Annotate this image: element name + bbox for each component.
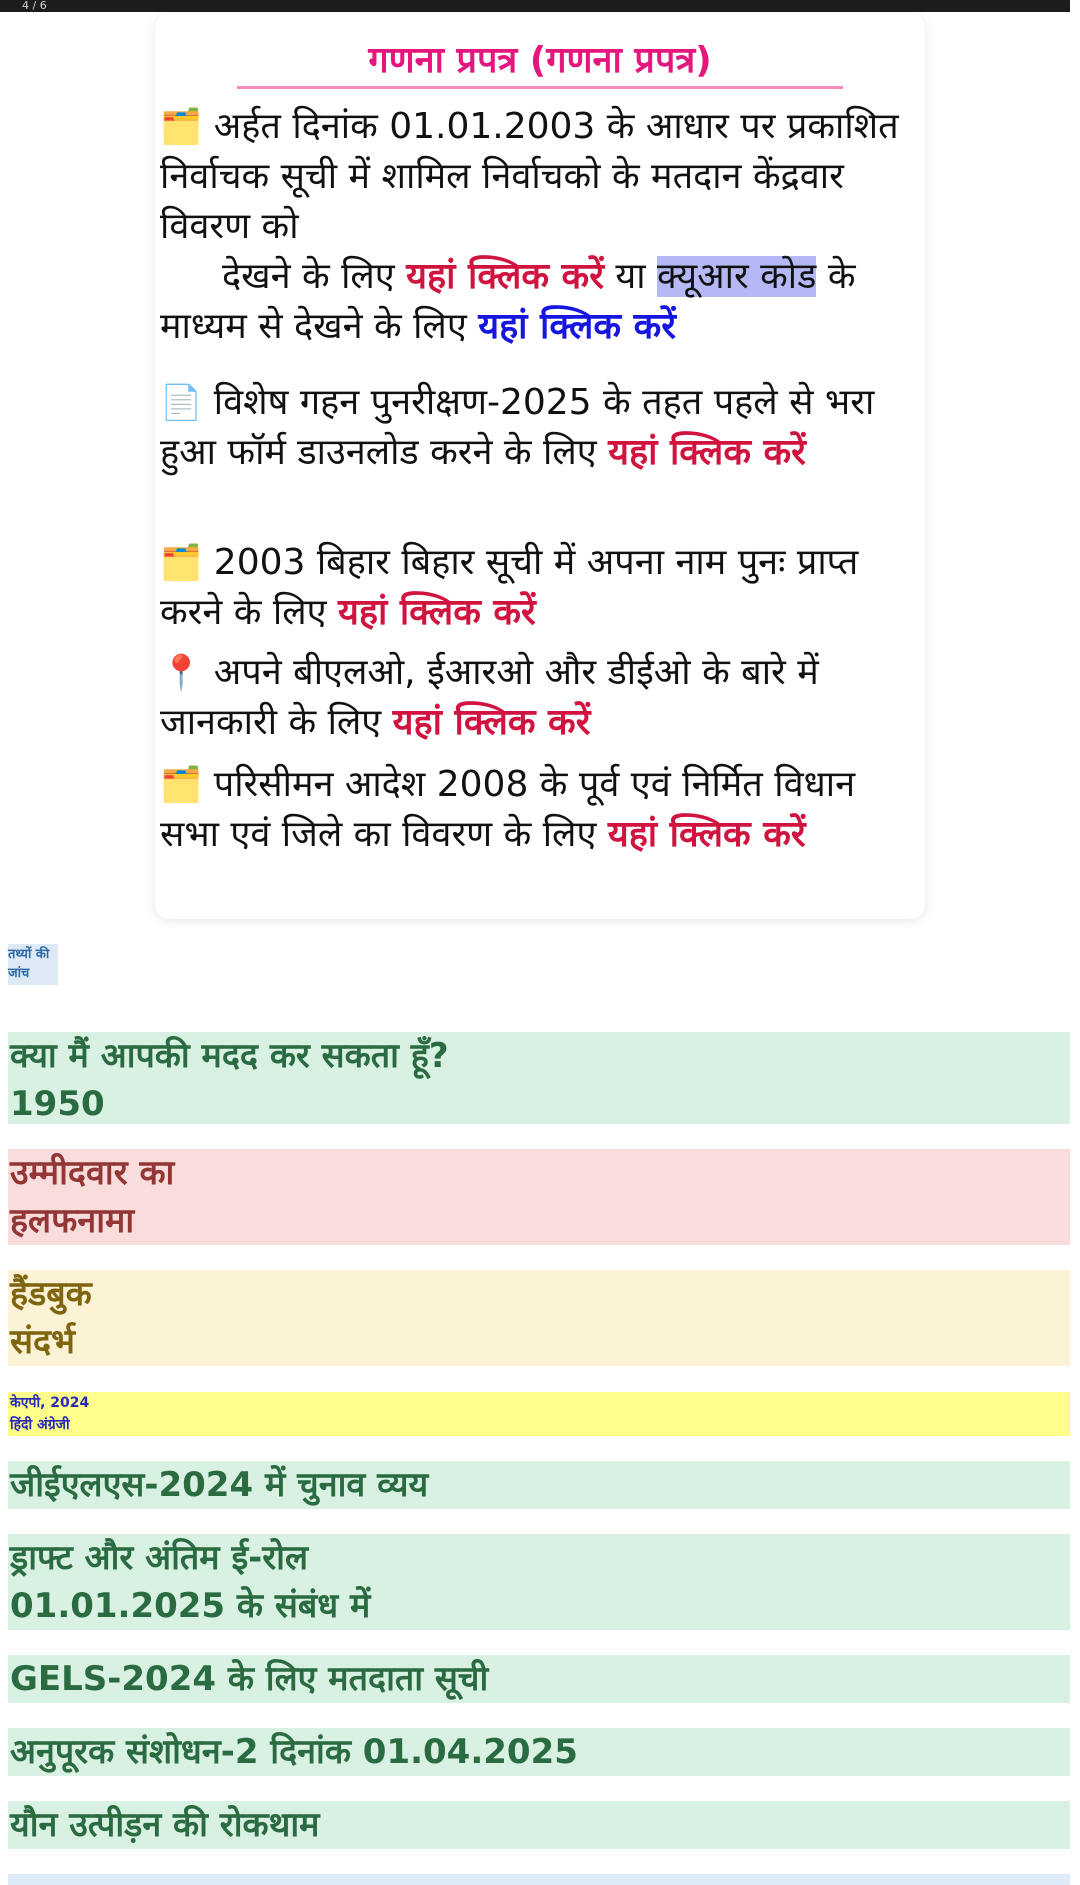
document-icon: 📄 — [160, 383, 203, 423]
draft-final-eroll-link[interactable] — [8, 1534, 1070, 1630]
folder-icon: 🗂️ — [160, 543, 203, 583]
title-divider — [237, 86, 843, 89]
item-text: अपने बीएलओ, ईआरओ और डीईओ के बारे में जानकारी के लिए — [160, 652, 819, 743]
row-label: 1950 — [10, 1084, 105, 1124]
helpline-1950-link[interactable] — [8, 1032, 1070, 1124]
row-label: यौन उत्पीड़न की रोकथाम — [10, 1805, 320, 1845]
card-item-blo-info — [160, 648, 920, 748]
page-indicator: 4 / 6 — [22, 0, 47, 12]
click-here-link[interactable]: यहां क्लिक करें — [392, 702, 591, 743]
fact-check-link[interactable] — [8, 944, 58, 985]
fact-check-line: तथ्यों की — [8, 947, 50, 962]
candidate-affidavit-link[interactable] — [8, 1149, 1070, 1245]
enumeration-form-card — [155, 14, 925, 919]
election-expenditure-link[interactable] — [8, 1461, 1070, 1509]
card-item-prefilled-form — [160, 378, 920, 478]
qr-click-here-link[interactable]: यहां क्लिक करें — [478, 306, 676, 347]
row-label: हलफनामा — [10, 1201, 135, 1241]
item-text: परिसीमन आदेश 2008 के पूर्व एवं निर्मित विधान सभा एवं जिले का विवरण के लिए — [160, 764, 856, 855]
item-text: देखने के लिए — [222, 256, 407, 297]
row-label: 01.01.2025 के संबंध में — [10, 1586, 371, 1626]
sexual-harassment-prevention-link[interactable] — [8, 1801, 1070, 1849]
item-text: या — [603, 256, 658, 297]
pin-icon: 📍 — [160, 653, 203, 693]
folder-icon: 🗂️ — [160, 765, 203, 805]
qr-code-highlight: क्यूआर कोड — [657, 256, 817, 297]
row-label: जीईएलएस-2024 में चुनाव व्यय — [10, 1465, 429, 1505]
row-label: हिंदी अंग्रेजी — [10, 1417, 70, 1433]
row-label: केएपी, 2024 — [10, 1395, 90, 1411]
click-here-link[interactable]: यहां क्लिक करें — [607, 814, 806, 855]
item-text: विशेष गहन पुनरीक्षण-2025 के तहत पहले से भरा हुआ फॉर्म डाउनलोड करने के लिए — [160, 382, 875, 473]
row-label: ड्राफ्ट और अंतिम ई-रोल — [10, 1538, 309, 1578]
click-here-link[interactable]: यहां क्लिक करें — [608, 432, 806, 473]
status-bar — [0, 0, 1070, 12]
row-label: क्या मैं आपकी मदद कर सकता हूँ? — [10, 1036, 449, 1076]
fact-check-line: जांच — [8, 966, 30, 981]
row-label: हैंडबुक — [10, 1274, 92, 1314]
card-item-delimitation — [160, 760, 920, 860]
row-label: संदर्भ — [10, 1322, 75, 1362]
item-text: 2003 बिहार बिहार सूची में अपना नाम पुनः प्राप्त करने के लिए — [160, 542, 859, 633]
item-text: अर्हत दिनांक 01.01.2003 के आधार पर प्रकाशित निर्वाचक सूची में शामिल निर्वाचको के मतदान केंद्रवार विवरण को — [160, 106, 899, 247]
electoral-roll-gels-link[interactable] — [8, 1655, 1070, 1703]
handbook-reference-link[interactable] — [8, 1270, 1070, 1366]
card-item-name-retrieval — [160, 538, 920, 638]
folder-icon: 🗂️ — [160, 107, 203, 147]
item-text: के माध्यम से देखने के लिए — [160, 256, 856, 347]
card-item-electoral-roll — [160, 102, 920, 352]
click-here-link[interactable]: यहां क्लिक करें — [337, 592, 536, 633]
row-label: अनुपूरक संशोधन-2 दिनांक 01.04.2025 — [10, 1732, 578, 1772]
card-title: गणना प्रपत्र (गणना प्रपत्र) — [368, 40, 712, 81]
row-label: उम्मीदवार का — [10, 1153, 175, 1193]
click-here-link[interactable]: यहां क्लिक करें — [406, 256, 604, 297]
kap-2024-link[interactable] — [8, 1392, 1070, 1436]
row-label: GELS-2024 के लिए मतदाता सूची — [10, 1659, 489, 1699]
next-link-row[interactable] — [8, 1874, 1070, 1885]
supplementary-revision-link[interactable] — [8, 1728, 1070, 1776]
